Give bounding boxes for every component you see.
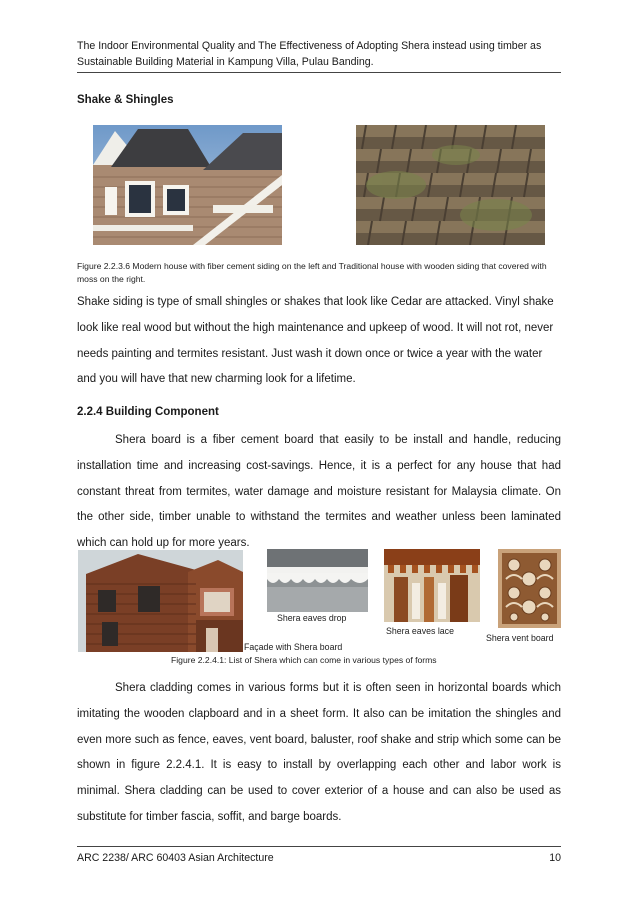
photo-shera-eaves-drop bbox=[267, 549, 368, 612]
photo-shera-vent-board bbox=[498, 549, 561, 628]
paragraph-shera-board-text: Shera board is a fiber cement board that easily to be install and handle, reducing installation time and increasing cost-savings. Hence, it is a perfect for any house that had constant threat from termites, water damage and moisture resistant for Malaysia climate. On the other side, timber unable to withstand the termites and weather unless been laminated which can hold up for more years. bbox=[77, 434, 561, 550]
paragraph-shera-board bbox=[77, 428, 561, 557]
label-facade-shera-board: Façade with Shera board bbox=[244, 642, 343, 652]
page-number: 10 bbox=[549, 852, 561, 864]
photo-modern-house-siding bbox=[93, 125, 282, 245]
figure-1-caption: Figure 2.2.3.6 Modern house with fiber cement siding on the left and Traditional house with wooden siding that covered with moss on the right. bbox=[77, 261, 547, 284]
footer-divider bbox=[77, 846, 561, 847]
photo-shera-facade-house bbox=[78, 550, 243, 652]
header-line-1: The Indoor Environmental Quality and The Effectiveness of Adopting Shera instead using timber as bbox=[77, 40, 542, 52]
label-shera-eaves-drop: Shera eaves drop bbox=[277, 613, 347, 623]
paragraph-shake-siding: Shake siding is type of small shingles or shakes that look like Cedar are attacked. Vinyl shake look like real wood but without the high maintenance and upkeep of wood. It will not rot, never needs painting and termites resistant. Just wash it down once or twice a year with the water and you will have that new charming look for a lifetime. bbox=[77, 296, 554, 386]
footer-course-code: ARC 2238/ ARC 60403 Asian Architecture bbox=[77, 852, 274, 864]
label-shera-eaves-lace: Shera eaves lace bbox=[386, 626, 454, 636]
header-divider bbox=[77, 72, 561, 73]
page-header bbox=[77, 38, 561, 70]
figure-2-caption: Figure 2.2.4.1: List of Shera which can come in various types of forms bbox=[171, 655, 437, 665]
photo-shera-eaves-lace bbox=[384, 549, 480, 622]
header-line-2: Sustainable Building Material in Kampung Villa, Pulau Banding. bbox=[77, 56, 374, 68]
paragraph-shera-cladding-text: Shera cladding comes in various forms but it is often seen in horizontal boards which imitating the wooden clapboard and in a sheet form. It also can be imitation the shingles and even more such as fence, eaves, vent board, baluster, roof shake and strip which some can be shown in figure 2.2.4.1. It is easy to install by overlapping each other and labor work is minimal. Shera cladding can be used to cover exterior of a house and can also be used as substitute for timber fascia, soffit, and barge boards. bbox=[77, 682, 561, 823]
section-title: Shake & Shingles bbox=[77, 94, 174, 106]
paragraph-shera-cladding bbox=[77, 676, 561, 831]
subsection-title: 2.2.4 Building Component bbox=[77, 406, 219, 418]
photo-wooden-shingle-roof bbox=[356, 125, 545, 245]
label-shera-vent-board: Shera vent board bbox=[486, 633, 554, 643]
